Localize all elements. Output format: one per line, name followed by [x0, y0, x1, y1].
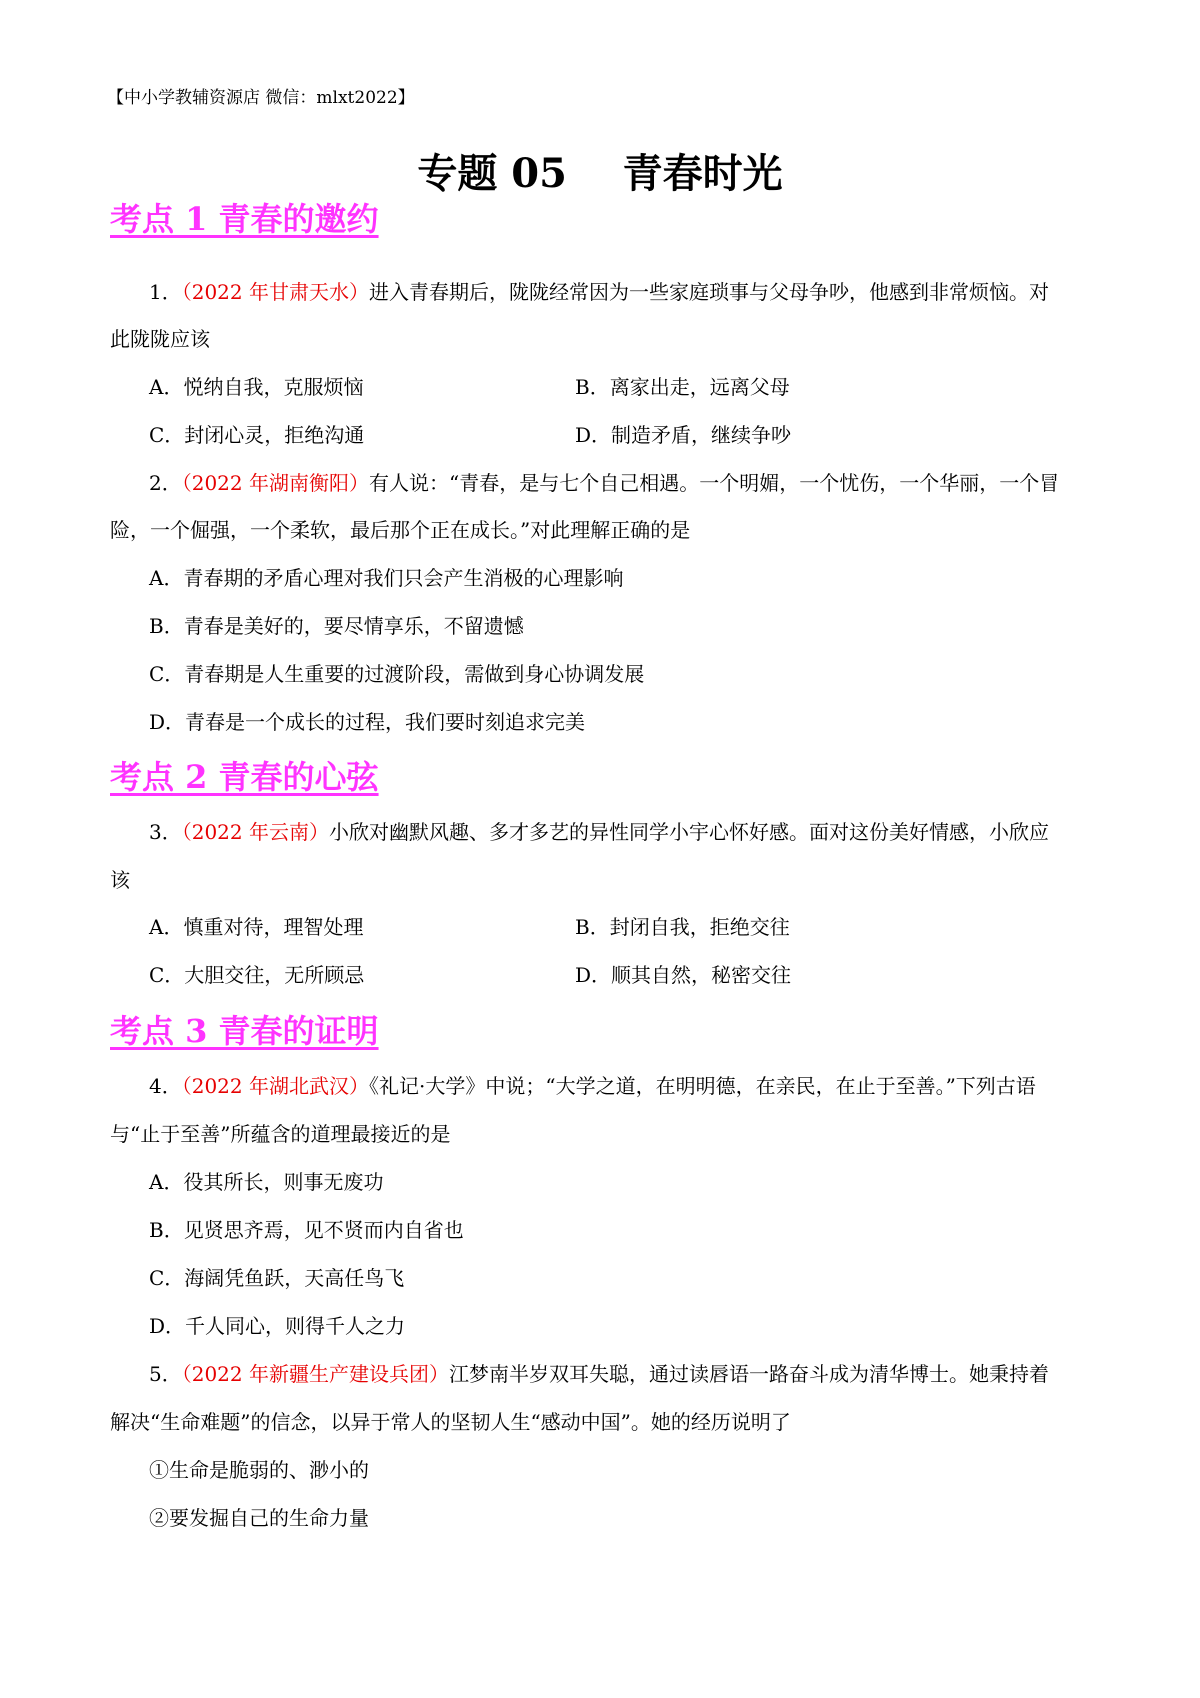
question-number: 5．: [149, 1362, 182, 1386]
question-text-continued: 该: [110, 868, 130, 892]
section-heading: 考点 3 青春的证明: [110, 1012, 379, 1050]
question-text: 小欣对幽默风趣、多才多艺的异性同学小宇心怀好感。面对这份美好情感，小欣应: [329, 820, 1049, 844]
option-c: C．青春期是人生重要的过渡阶段，需做到身心协调发展: [149, 662, 645, 686]
question-stem: [149, 278, 1049, 306]
question-number: 3．: [149, 820, 182, 844]
question-number: 4．: [149, 1074, 182, 1098]
option-b: B．见贤思齐焉，见不贤而内自省也: [149, 1218, 464, 1242]
question-stem: [149, 818, 1049, 846]
question-text-continued: 解决“生命难题”的信念，以异于常人的坚韧人生“感动中国”。她的经历说明了: [110, 1410, 791, 1434]
option-d: D．制造矛盾，继续争吵: [575, 423, 792, 447]
question-text: 江梦南半岁双耳失聪，通过读唇语一路奋斗成为清华博士。她秉持着: [449, 1362, 1049, 1386]
question-number: 2．: [149, 471, 182, 495]
question-source: （2022 年甘肃天水）: [181, 280, 369, 304]
page-header: 【中小学教辅资源店 微信：mlxt2022】: [107, 88, 415, 108]
question-source: （2022 年湖南衡阳）: [181, 471, 369, 495]
statement-1: ①生命是脆弱的、渺小的: [149, 1458, 369, 1482]
option-d: D．青春是一个成长的过程，我们要时刻追求完美: [149, 710, 586, 734]
question-stem: [149, 1072, 1036, 1100]
question-text: 《礼记·大学》中说；“大学之道，在明明德，在亲民，在止于至善。”下列古语: [369, 1074, 1036, 1098]
option-b: B．青春是美好的，要尽情享乐，不留遗憾: [149, 614, 524, 638]
question-source: （2022 年云南）: [181, 820, 329, 844]
option-a: A．役其所长，则事无废功: [149, 1170, 384, 1194]
question-text-continued: 此陇陇应该: [110, 327, 210, 351]
question-text-continued: 险，一个倔强，一个柔软，最后那个正在成长。”对此理解正确的是: [110, 518, 691, 542]
statement-2: ②要发掘自己的生命力量: [149, 1506, 369, 1530]
option-b: B．封闭自我，拒绝交往: [575, 915, 790, 939]
option-b: B．离家出走，远离父母: [575, 375, 790, 399]
question-stem: [149, 1360, 1049, 1388]
page-title: 专题 05 青春时光: [417, 150, 783, 197]
option-c: C．大胆交往，无所顾忌: [149, 963, 365, 987]
question-text: 进入青春期后，陇陇经常因为一些家庭琐事与父母争吵，他感到非常烦恼。对: [369, 280, 1049, 304]
question-stem: [149, 469, 1059, 497]
option-c: C．海阔凭鱼跃，天高任鸟飞: [149, 1266, 405, 1290]
section-heading: 考点 1 青春的邀约: [110, 200, 379, 238]
option-c: C．封闭心灵，拒绝沟通: [149, 423, 365, 447]
option-d: D．千人同心，则得千人之力: [149, 1314, 406, 1338]
question-text-continued: 与“止于至善”所蕴含的道理最接近的是: [110, 1122, 451, 1146]
question-source: （2022 年湖北武汉）: [181, 1074, 369, 1098]
section-heading: 考点 2 青春的心弦: [110, 758, 379, 796]
option-a: A．慎重对待，理智处理: [149, 915, 364, 939]
question-number: 1．: [149, 280, 182, 304]
option-a: A．悦纳自我，克服烦恼: [149, 375, 364, 399]
question-source: （2022 年新疆生产建设兵团）: [181, 1362, 449, 1386]
option-d: D．顺其自然，秘密交往: [575, 963, 792, 987]
option-a: A．青春期的矛盾心理对我们只会产生消极的心理影响: [149, 566, 624, 590]
question-text: 有人说：“青春，是与七个自己相遇。一个明媚，一个忧伤，一个华丽，一个冒: [369, 471, 1060, 495]
